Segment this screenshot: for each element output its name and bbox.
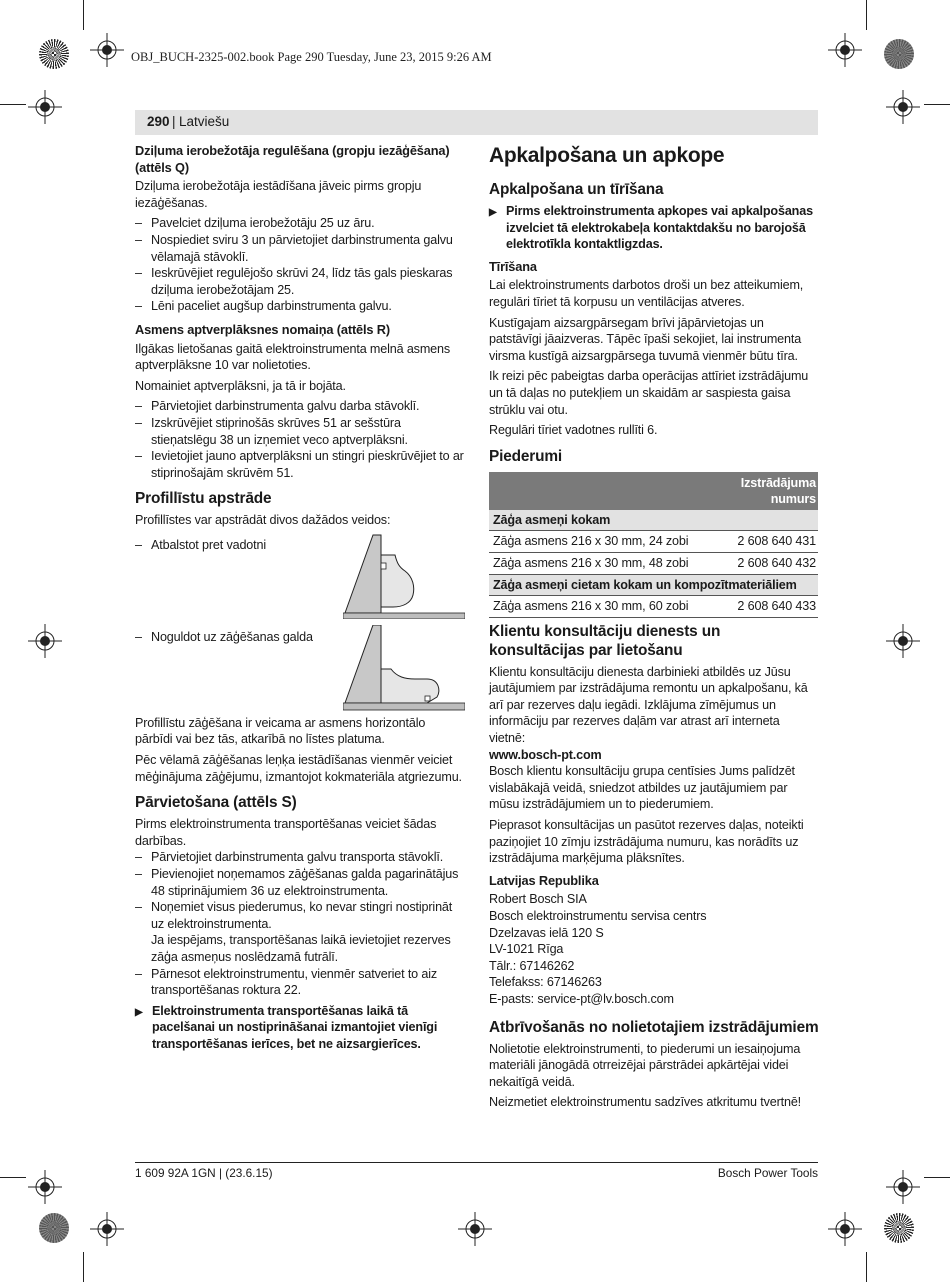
profile-strip-heading: Profillīstu apstrāde <box>135 490 272 508</box>
cleaning-heading: Apkalpošana un tīrīšana <box>489 181 664 198</box>
list-item: – Noņemiet visus piederumus, ko nevar stingri nostiprināt uz elektroinstrumenta. <box>135 900 453 931</box>
registration-mark-icon <box>90 33 124 67</box>
profile-table-illustration <box>343 625 465 711</box>
cleaning-paragraph: Lai elektroinstruments darbotos droši un bez atteikumiem, regulāri tīriet tā korpusu un ventilācijas atveres. <box>489 278 804 309</box>
registration-mark-icon <box>828 1212 862 1246</box>
trim-line <box>924 104 950 105</box>
cleaning-paragraph: Ik reizi pēc pabeigtas darba operācijas attīriet izstrādājumu un tā daļas no putekļiem un skaidām ar saspiesta gaisa strūklu vai otu. <box>489 369 809 417</box>
profile-option-row <box>135 625 465 711</box>
triangle-right-icon: ▶ <box>489 207 497 218</box>
accessories-table <box>489 472 818 618</box>
starburst-icon <box>884 39 914 69</box>
disposal-paragraph: Neizmetiet elektroinstrumentu sadzīves atkritumu tvertnē! <box>489 1095 802 1110</box>
depth-intro: Dziļuma ierobežotāja iestādīšana jāveic pirms gropju iezāģēšanas. <box>135 179 422 210</box>
list-item: – Ievietojiet jauno aptverplāksni un stingri pieskrūvējiet to ar stiprinošajām skrūvēm 51. <box>135 449 464 480</box>
trim-line <box>83 1252 84 1282</box>
transport-intro: Pirms elektroinstrumenta transportēšanas veiciet šādas darbības. <box>135 817 437 848</box>
registration-mark-icon <box>458 1212 492 1246</box>
page-number: 290 <box>147 114 170 129</box>
address-line: Telefakss: 67146263 <box>489 975 602 990</box>
trim-line <box>83 0 84 30</box>
service-paragraph: Klientu konsultāciju dienesta darbinieki atbildēs uz Jūsu jautājumiem par izstrādājuma remontu un apkalpošanu, kā arī par rezerves daļu iegādi. Izklājuma zīmējumus un informāciju par rezerves daļām var atrast arī interneta vietnē: www.bosch-pt.com <box>489 664 808 762</box>
profile-option-row <box>135 533 465 621</box>
profile-intro: Profillīstes var apstrādāt divos dažādos veidos: <box>135 513 391 528</box>
insert-paragraph: Nomainiet aptverplāksni, ja tā ir bojāta. <box>135 378 346 393</box>
profile-paragraph: Pēc vēlamā zāģēšanas leņķa iestādīšanas vienmēr veiciet mēģinājuma zāģējumu, izmantojot kokmateriāla atgriezumu. <box>135 753 462 784</box>
list-item: Ja iespējams, transportēšanas laikā ievietojiet rezerves zāģa asmeņus noslēdzamā futrālī. <box>151 933 451 964</box>
page-language: Latviešu <box>179 114 230 129</box>
list-item: – Pārvietojiet darbinstrumenta galvu transporta stāvoklī. <box>135 850 444 865</box>
print-header: OBJ_BUCH-2325-002.book Page 290 Tuesday, June 23, 2015 9:26 AM <box>131 50 492 64</box>
list-item: – Noguldot uz zāģēšanas galda <box>135 629 313 644</box>
registration-mark-icon <box>90 1212 124 1246</box>
depth-limiter-heading: Dziļuma ierobežotāja regulēšana (gropju iezāģēšana) (attēls Q) <box>135 143 450 175</box>
profile-paragraph: Profillīstu zāģēšana ir veicama ar asmens horizontālo pārbīdi vai bez tās, atkarībā no līstes platuma. <box>135 715 426 747</box>
list-item: – Lēni paceliet augšup darbinstrumenta galvu. <box>135 299 392 314</box>
page-header <box>135 110 818 135</box>
cleaning-paragraph: Regulāri tīriet vadotnes rullīti 6. <box>489 423 658 438</box>
starburst-icon <box>39 39 69 69</box>
list-item: – Pārvietojiet darbinstrumenta galvu darba stāvoklī. <box>135 399 420 414</box>
right-column <box>489 143 819 1115</box>
table-category-row: Zāģa asmeņi kokam <box>489 510 818 531</box>
starburst-icon <box>39 1213 69 1243</box>
registration-mark-icon <box>828 33 862 67</box>
table-row: Zāģa asmens 216 x 30 mm, 24 zobi 2 608 640 431 <box>489 531 818 553</box>
disposal-paragraph: Nolietotie elektroinstrumenti, to piederumi un iesaiņojuma materiāli jānogādā otrreizējai pārstrādei apkārtējai videi nekaitīgā veidā. <box>489 1041 801 1089</box>
tirisana-heading: Tīrīšana <box>489 258 537 274</box>
address-line: Dzelzavas ielā 120 S <box>489 925 604 940</box>
registration-mark-icon <box>28 624 62 658</box>
footer-brand: Bosch Power Tools <box>717 1166 818 1180</box>
service-link[interactable]: www.bosch-pt.com <box>489 747 602 762</box>
list-item: – Ieskrūvējiet regulējošo skrūvi 24, līdz tās gals pieskaras dziļuma ierobežotājam 25. <box>135 266 453 297</box>
list-item: – Izskrūvējiet stiprinošās skrūves 51 ar sešstūra stieņatslēgu 38 un izņemiet veco aptverplāksni. <box>135 415 408 447</box>
address-line: Tālr.: 67146262 <box>489 958 575 973</box>
insert-paragraph: Ilgākas lietošanas gaitā elektroinstrumenta melnā asmens aptverplāksne 10 var nolietoties. <box>135 341 451 373</box>
accessories-heading: Piederumi <box>489 447 563 465</box>
trim-line <box>866 0 867 30</box>
service-paragraph: Pieprasot konsultācijas un pasūtot rezerves daļas, noteikti paziņojiet 10 zīmju izstrādājuma numuru, kas norādīts uz izstrādājuma marķējuma plāksnītes. <box>489 818 804 866</box>
list-item: – Atbalstot pret vadotni <box>135 537 267 552</box>
maintenance-heading: Apkalpošana un apkope <box>489 144 725 167</box>
registration-mark-icon <box>886 1170 920 1204</box>
registration-mark-icon <box>886 90 920 124</box>
insert-plate-heading: Asmens aptverplāksnes nomaiņa (attēls R) <box>135 321 391 337</box>
trim-line <box>866 1252 867 1282</box>
address-line: LV-1021 Rīga <box>489 942 564 957</box>
address-block <box>489 891 819 1007</box>
service-heading: Klientu konsultāciju dienests un konsultācijas par lietošanu <box>489 622 721 659</box>
table-row: Zāģa asmens 216 x 30 mm, 48 zobi 2 608 640 432 <box>489 552 818 574</box>
cleaning-paragraph: Kustīgajam aizsargpārsegam brīvi jāpārvietojas un patstāvīgi jāaizveras. Tāpēc īpaši sekojiet, lai instrumenta virsma kustīgā aizsargpārsega tuvumā vienmēr būtu tīra. <box>489 315 802 363</box>
transport-heading: Pārvietošana (attēls S) <box>135 794 297 812</box>
service-paragraph: Bosch klientu konsultāciju grupa centīsies Jums palīdzēt vislabākajā veidā, sniedzot atbildes uz jautājumiem par mūsu izstrādājumiem un to piederumiem. <box>489 764 795 812</box>
table-header-row <box>489 472 818 510</box>
triangle-right-icon: ▶ <box>135 1006 143 1018</box>
footer-rule <box>135 1162 818 1163</box>
trim-line <box>924 1177 950 1178</box>
table-row: Zāģa asmens 216 x 30 mm, 60 zobi 2 608 640 433 <box>489 596 818 618</box>
cleaning-warning: ▶ Pirms elektroinstrumenta apkopes vai apkalpošanas izvelciet tā elektrokabeļa kontaktdakšu no barojošā elektrotīkla kontaktligzdas. <box>489 204 813 252</box>
address-line: Bosch elektroinstrumentu servisa centrs <box>489 909 707 923</box>
profile-fence-illustration <box>343 533 465 619</box>
country-heading: Latvijas Republika <box>489 872 599 888</box>
list-item: – Pārnesot elektroinstrumentu, vienmēr satveriet to aiz transportēšanas roktura 22. <box>135 966 438 998</box>
transport-warning: ▶ Elektroinstrumenta transportēšanas laikā tā pacelšanai un nostiprināšanai izmantojiet vienīgi transportēšanas ierīces, bet ne aizsargierīces. <box>135 1003 438 1051</box>
left-column <box>135 143 465 1059</box>
table-category-row: Zāģa asmeņi cietam kokam un kompozītmateriāliem <box>489 574 818 596</box>
trim-line <box>0 104 26 105</box>
registration-mark-icon <box>28 1170 62 1204</box>
starburst-icon <box>884 1213 914 1243</box>
list-item: – Pievienojiet noņemamos zāģēšanas galda pagarinātājus 48 stiprinājumiem 36 uz elektroinstrumenta. <box>135 867 459 898</box>
trim-line <box>0 1177 26 1178</box>
footer-code: 1 609 92A 1GN | (23.6.15) <box>135 1166 273 1180</box>
table-header: Izstrādājuma numurs <box>489 472 818 510</box>
list-item: – Nospiediet sviru 3 un pārvietojiet darbinstrumenta galvu vēlamajā stāvoklī. <box>135 232 453 264</box>
address-line: Robert Bosch SIA <box>489 892 587 907</box>
separator: | <box>172 114 176 129</box>
list-item: – Pavelciet dziļuma ierobežotāju 25 uz āru. <box>135 216 375 231</box>
registration-mark-icon <box>886 624 920 658</box>
registration-mark-icon <box>28 90 62 124</box>
address-line: E-pasts: service-pt@lv.bosch.com <box>489 991 674 1006</box>
disposal-heading: Atbrīvošanās no nolietotajiem izstrādājumiem <box>489 1018 819 1036</box>
